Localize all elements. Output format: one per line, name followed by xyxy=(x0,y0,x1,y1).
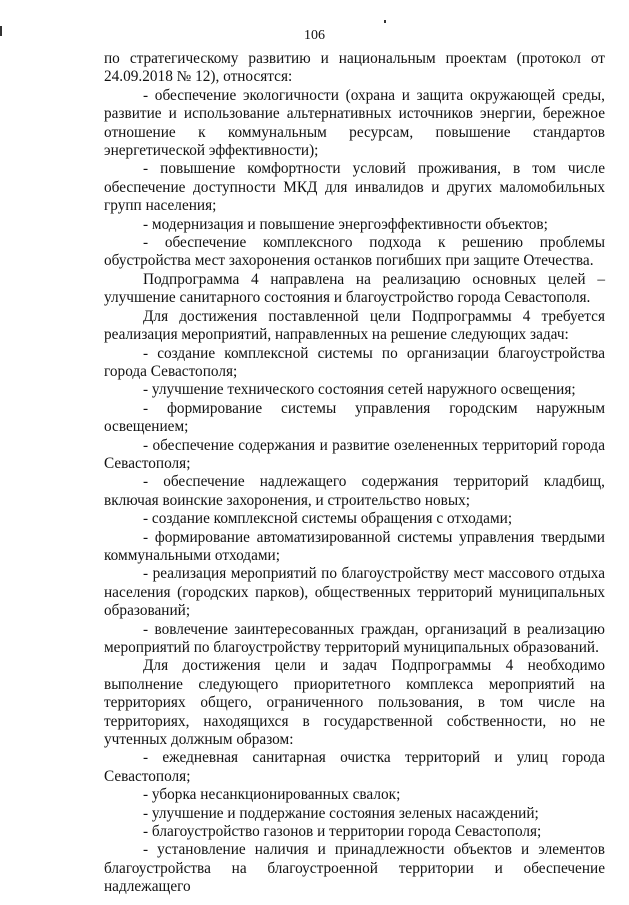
document-body xyxy=(104,50,605,897)
paragraph: - реализация мероприятий по благоустройству мест массового отдыха населения (городских парков), общественных территорий муниципальных образований; xyxy=(104,565,605,620)
paragraph: - повышение комфортности условий проживания, в том числе обеспечение доступности МКД для инвалидов и других маломобильных групп населения; xyxy=(104,160,605,215)
paragraph: - формирование системы управления городским наружным освещением; xyxy=(104,399,605,436)
paragraph: - модернизация и повышение энергоэффективности объектов; xyxy=(143,215,548,233)
paragraph: Подпрограмма 4 направлена на реализацию основных целей – улучшение санитарного состояния и благоустройство города Севастополя. xyxy=(104,270,605,307)
paragraph: - уборка несанкционированных свалок; xyxy=(143,786,401,804)
paragraph: - обеспечение комплексного подхода к решению проблемы обустройства мест захоронения останков погибших при защите Отечества. xyxy=(104,234,605,270)
paragraph: Для достижения поставленной цели Подпрограммы 4 требуется реализация мероприятий, направленных на решение следующих задач: xyxy=(104,307,605,344)
scan-tick-mark xyxy=(384,20,386,23)
paragraph: - обеспечение содержания и развитие озелененных территорий города Севастополя; xyxy=(104,436,605,472)
paragraph: - установление наличия и принадлежности объектов и элементов благоустройства на благоустроенной территории и обеспечение надлежащего xyxy=(104,841,605,896)
paragraph: Для достижения цели и задач Подпрограммы 4 необходимо выполнение следующего приоритетного комплекса мероприятий на территориях общего, ограниченного пользования, в том числе на территориях, находящихся в государственной собственности, но не учтенных должным образом: xyxy=(104,657,605,749)
paragraph: - ежедневная санитарная очистка территорий и улиц города Севастополя; xyxy=(104,749,605,785)
paragraph: - создание комплексной системы по организации благоустройства города Севастополя; xyxy=(104,344,605,380)
paragraph: - улучшение технического состояния сетей наружного освещения; xyxy=(143,381,576,399)
paragraph: - создание комплексной системы обращения с отходами; xyxy=(143,510,513,528)
paragraph: - формирование автоматизированной системы управления твердыми коммунальными отходами; xyxy=(104,528,605,564)
paragraph: - обеспечение надлежащего содержания территорий кладбищ, включая воинские захоронения, и строительство новых; xyxy=(104,473,605,509)
paragraph: - обеспечение экологичности (охрана и защита окружающей среды, развитие и использование альтернативных источников энергии, бережное отношение к коммунальным ресурсам, повышение стандартов энергетической эффективности); xyxy=(104,86,605,160)
page-number: 106 xyxy=(304,28,325,43)
paragraph: по стратегическому развитию и национальным проектам (протокол от 24.09.2018 № 12), относятся: xyxy=(104,50,605,86)
paragraph: - улучшение и поддержание состояния зеленых насаждений; xyxy=(143,804,539,822)
paragraph: - вовлечение заинтересованных граждан, организаций в реализацию мероприятий по благоустройству территорий муниципальных образований. xyxy=(104,620,605,656)
paragraph: - благоустройство газонов и территории города Севастополя; xyxy=(143,823,542,841)
